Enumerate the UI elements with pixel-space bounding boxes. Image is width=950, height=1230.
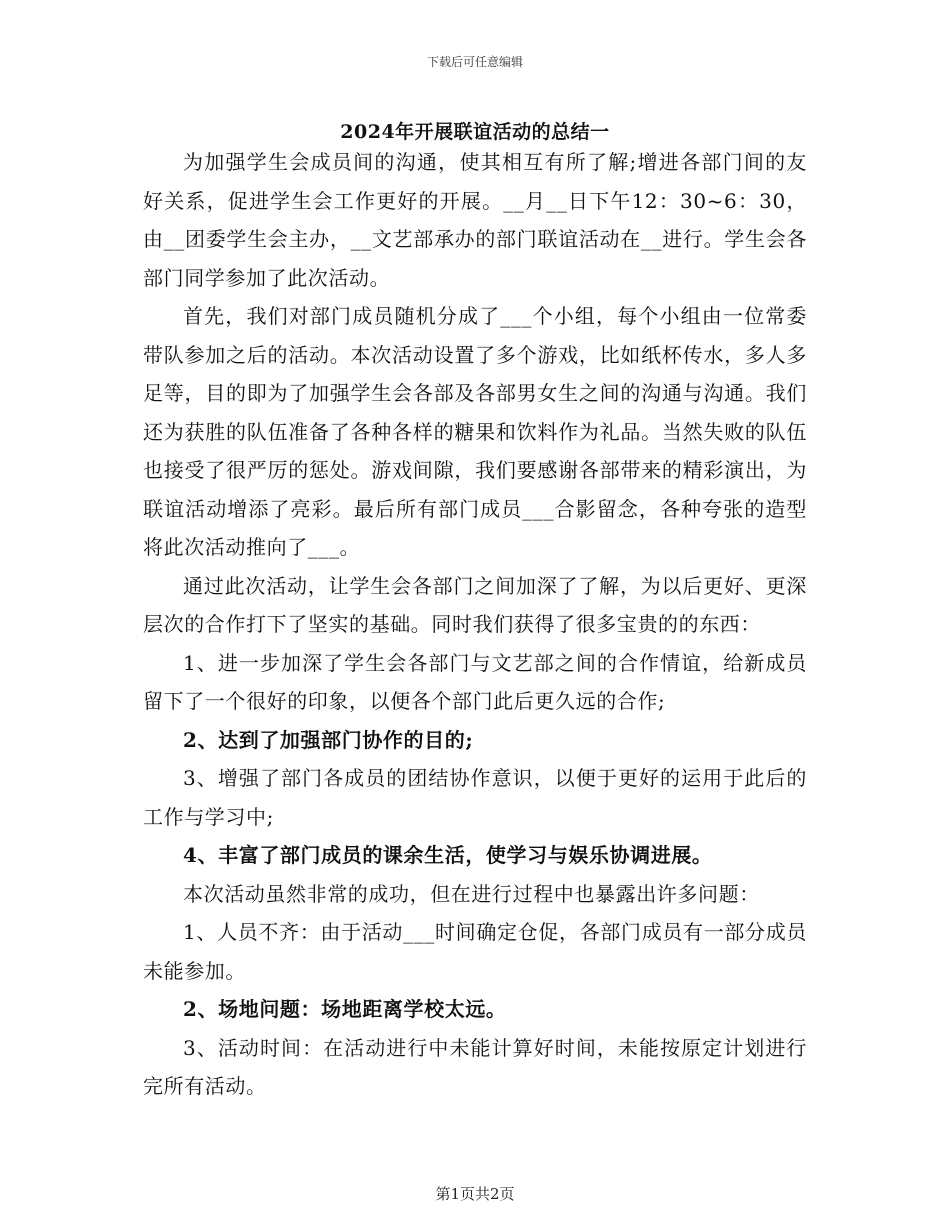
header-note: 下载后可任意编辑 xyxy=(426,55,523,69)
paragraph: 本次活动虽然非常的成功，但在进行过程中也暴露出许多问题： xyxy=(183,881,760,906)
list-item: 4、丰富了部门成员的课余生活，使学习与娱乐协调进展。 xyxy=(183,843,713,867)
list-item: 1、进一步加深了学生会各部门与文艺部之间的合作情谊，给新成员留下了一个很好的印象，以便各个部门此后更久远的合作; xyxy=(143,650,807,713)
paragraph: 为加强学生会成员间的沟通，使其相互有所了解;增进各部门间的友好关系，促进学生会工作更好的开展。__月__日下午12：30~6：30，由__团委学生会主办，__文艺部承办的部门联谊活动在__进行。学生会各部门同学参加了此次活动。 xyxy=(143,150,807,290)
list-item: 2、达到了加强部门协作的目的; xyxy=(183,727,474,752)
list-item: 2、场地问题：场地距离学校太远。 xyxy=(183,997,507,1021)
paragraph: 首先，我们对部门成员随机分成了___个小组，每个小组由一位常委带队参加之后的活动。本次活动设置了多个游戏，比如纸杯传水，多人多足等，目的即为了加强学生会各部及各部男女生之间的沟通与沟通。我们还为获胜的队伍准备了各种各样的糖果和饮料作为礼品。当然失败的队伍也接受了很严厉的惩处。游戏间隙，我们要感谢各部带来的精彩演出，为联谊活动增添了亮彩。最后所有部门成员___合影留念，各种夸张的造型将此次活动推向了___。 xyxy=(143,304,807,559)
list-item: 3、增强了部门各成员的团结协作意识，以便于更好的运用于此后的工作与学习中; xyxy=(143,766,807,829)
page-number-footer: 第1页共2页 xyxy=(435,1185,515,1203)
paragraph: 通过此次活动，让学生会各部门之间加深了了解，为以后更好、更深层次的合作打下了坚实的基础。同时我们获得了很多宝贵的的东西： xyxy=(143,573,807,636)
document-body xyxy=(143,143,807,1106)
list-item: 1、人员不齐：由于活动___时间确定仓促，各部门成员有一部分成员未能参加。 xyxy=(143,920,807,983)
list-item: 3、活动时间：在活动进行中未能计算好时间，未能按原定计划进行完所有活动。 xyxy=(143,1035,807,1098)
document-title: 2024年开展联谊活动的总结一 xyxy=(340,121,610,143)
